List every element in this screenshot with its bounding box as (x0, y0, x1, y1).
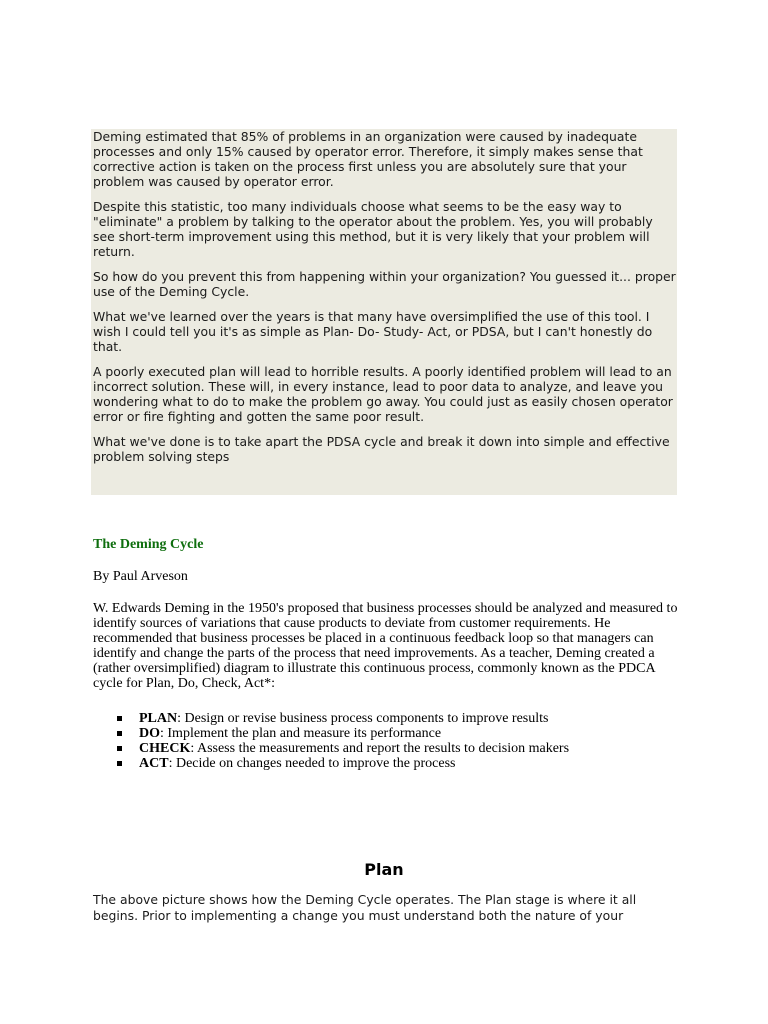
bullet-square-icon (117, 731, 122, 736)
plan-section-text: The above picture shows how the Deming Cycle operates. The Plan stage is where it all begins. Prior to implementing a change you must understand both the nature of your (93, 892, 637, 923)
list-item (117, 756, 569, 771)
bullet-square-icon (117, 761, 122, 766)
list-item-text: : Implement the plan and measure its performance (160, 726, 442, 741)
summary-paragraph-3: So how do you prevent this from happening within your organization? You guessed it... proper use of the Deming Cycle. (93, 269, 676, 299)
list-item (117, 726, 569, 741)
article-byline: By Paul Arveson (93, 569, 188, 584)
list-item-text: : Assess the measurements and report the results to decision makers (190, 741, 570, 756)
list-item-term: CHECK (139, 741, 191, 756)
summary-box (91, 129, 677, 495)
bullet-square-icon (117, 746, 122, 751)
summary-paragraph-5: A poorly executed plan will lead to horrible results. A poorly identified problem will lead to an incorrect solution. These will, in every instance, lead to poor data to analyze, and leave you wondering what to do to make the problem go away. You could just as easily chosen operator error or fire fighting and gotten the same poor result. (93, 364, 673, 424)
summary-paragraph-6: What we've done is to take apart the PDSA cycle and break it down into simple and effective problem solving steps (93, 434, 670, 464)
summary-paragraph-1: Deming estimated that 85% of problems in an organization were caused by inadequate processes and only 15% caused by operator error. Therefore, it simply makes sense that corrective action is taken on the process first unless you are absolutely sure that your problem was caused by operator error. (93, 129, 643, 189)
list-item (117, 711, 569, 726)
article-intro: W. Edwards Deming in the 1950's proposed that business processes should be analyzed and measured to identify sources of variations that cause products to deviate from customer requirements. He recommended that business processes be placed in a continuous feedback loop so that managers can identify and change the parts of the process that need improvements. As a teacher, Deming created a (rather oversimplified) diagram to illustrate this continuous process, commonly known as the PDCA cycle for Plan, Do, Check, Act*: (93, 601, 678, 691)
pdca-list (117, 711, 569, 771)
list-item (117, 741, 569, 756)
list-item-term: PLAN (139, 711, 178, 726)
plan-section-title: Plan (364, 860, 404, 879)
bullet-square-icon (117, 716, 122, 721)
summary-paragraph-2: Despite this statistic, too many individuals choose what seems to be the easy way to "eliminate" a problem by talking to the operator about the problem. Yes, you will probably see short-term improvement using this method, but it is very likely that your problem will return. (93, 199, 653, 259)
article-title: The Deming Cycle (93, 537, 204, 552)
list-item-term: ACT (139, 756, 169, 771)
summary-paragraph-4: What we've learned over the years is that many have oversimplified the use of this tool. I wish I could tell you it's as simple as Plan- Do- Study- Act, or PDSA, but I can't honestly do that. (93, 309, 653, 354)
list-item-text: : Decide on changes needed to improve the process (168, 756, 456, 771)
list-item-text: : Design or revise business process components to improve results (177, 711, 549, 726)
list-item-term: DO (139, 726, 160, 741)
